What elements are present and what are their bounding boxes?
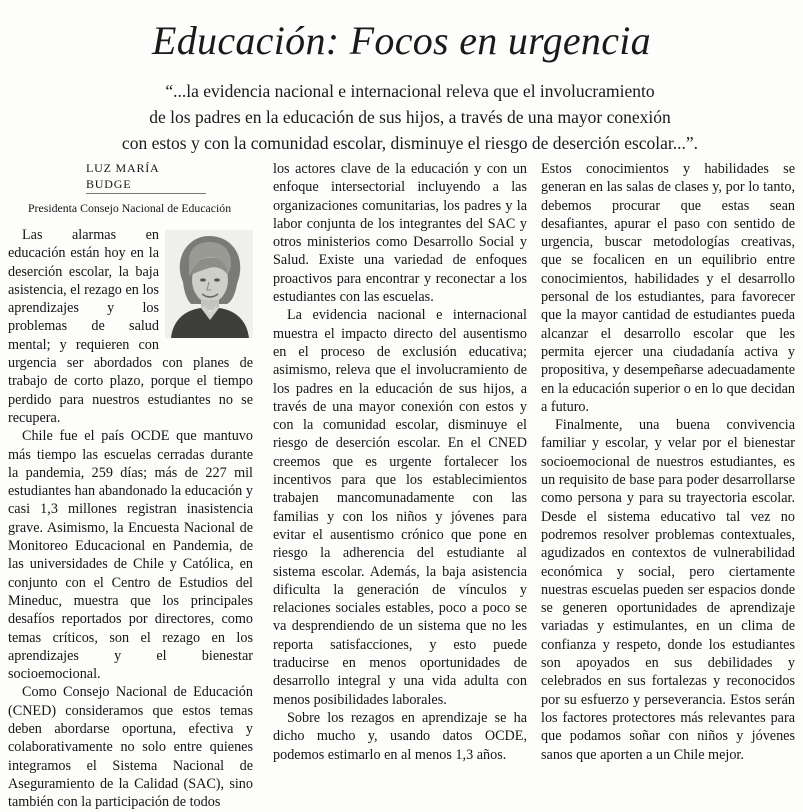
author-name: LUZ MARÍA BUDGE: [86, 160, 206, 194]
paragraph: los actores clave de la educación y con un enfoque intersectorial incluyendo a las organizaciones comunitarias, los padres y la labor conjunta de los integrantes del SAC y otros ministerios como Desarrollo Social y Salud. Existe una variedad de enfoques proactivos para encontrar y reconectar a los estudiantes con las escuelas.: [273, 161, 527, 306]
paragraph: Chile fue el país OCDE que mantuvo más tiempo las escuelas cerradas durante la pandemia, 259 días; más de 227 mil estudiantes han abandonado la educación y casi 1,3 millones registran inasistencia grave. Asimismo, la Encuesta Nacional de Monitoreo Educacional en Pandemia, de las universidades de Chile y Católica, en conjunto con el Centro de Estudios del Mineduc, muestra que los principales desafíos reportados por directores, como temas críticos, son el rezago en los aprendizajes y el bienestar socioemocional.: [8, 428, 253, 683]
author-portrait-icon: [165, 230, 253, 338]
author-role: Presidenta Consejo Nacional de Educación: [28, 201, 232, 215]
article-column-1: [8, 160, 253, 812]
paragraph: Como Consejo Nacional de Educación (CNED) consideramos que estos temas deben abordarse oportuna, efectiva y colaborativamente no solo entre quienes integramos el Sistema Nacional de Aseguramiento de la Calidad (SAC), sino también con la participación de todos: [8, 684, 253, 811]
paragraph: Sobre los rezagos en aprendizaje se ha dicho mucho y, usando datos OCDE, podemos estimarlo en al menos 1,3 años.: [273, 709, 527, 763]
article-column-3: [541, 160, 795, 764]
pull-quote-line: “...la evidencia nacional e internacional releva que el involucramiento: [165, 81, 655, 101]
paragraph: Las alarmas en educación están hoy en la deserción escolar, la baja asistencia, el rezago en los aprendizajes y los problemas de salud mental; y requieren con urgencia ser abordados con planes de trabajo de corto plazo, porque el tiempo perdido para nuestros estudiantes no se recupera.: [8, 227, 253, 426]
paragraph: La evidencia nacional e internacional muestra el impacto directo del ausentismo en el proceso de exclusión educativa; asimismo, releva que el involucramiento de los padres en la educación de sus hijos, a través de una mayor conexión con estos y con la comunidad escolar, disminuye el riesgo de deserción escolar. En el CNED creemos que es urgente fortalecer los incentivos para que los establecimientos trabajen mancomunadamente con las familias y con los niños y jóvenes para evitar el ausentismo crónico que pone en riesgo la adherencia del estudiante al sistema escolar. Además, la baja asistencia dificulta la generación de vínculos y relaciones sociales estables, poco a poco se va desprendiendo de un sistema que no les reporta satisfacciones, y esto puede traducirse en menos oportunidades de desarrollo integral y una vida adulta con menos posibilidades laborales.: [273, 307, 527, 708]
paragraph: Finalmente, una buena convivencia familiar y escolar, y velar por el bienestar socioemocional de nuestros estudiantes, es un requisito de base para poder desarrollarse como persona y para su trayectoria escolar. Desde el sistema educativo tal vez no podremos resolver problemas contextuales, agudizados en contextos de vulnerabilidad económica y social, pero ciertamente nuestras escuelas pueden ser espacios donde se generen oportunidades de aprendizaje variadas y estimulantes, en un clima de confianza y respeto, donde los estudiantes son apoyados en sus debilidades y celebrados en sus fortalezas y reconocidos por su esfuerzo y perseverancia. Estos serán los factores protectores más relevantes para que podamos soñar con niños y jóvenes sanos que aporten a un Chile mejor.: [541, 417, 795, 763]
pull-quote-line: con estos y con la comunidad escolar, disminuye el riesgo de deserción escolar...”.: [121, 133, 699, 153]
pull-quote-line: de los padres en la educación de sus hijos, a través de una mayor conexión: [149, 107, 671, 127]
article-title: Educación: Focos en urgencia: [152, 18, 651, 63]
article-column-2: [273, 160, 527, 764]
pull-quote: [60, 78, 760, 156]
paragraph: Estos conocimientos y habilidades se generan en las salas de clases y, por lo tanto, debemos procurar que estas sean desafiantes, apurar el paso con sentido de urgencia, buscar metodologías creativas, que se focalicen en un equilibrio entre conocimientos, habilidades y el desarrollo personal de los estudiantes, para favorecer que la mayor cantidad de estudiantes pueda alcanzar el desarrollo escolar que les permita ejercer una ciudadanía activa y propositiva, y desempeñarse adecuadamente en la educación superior o en lo que decidan a futuro.: [541, 161, 795, 415]
